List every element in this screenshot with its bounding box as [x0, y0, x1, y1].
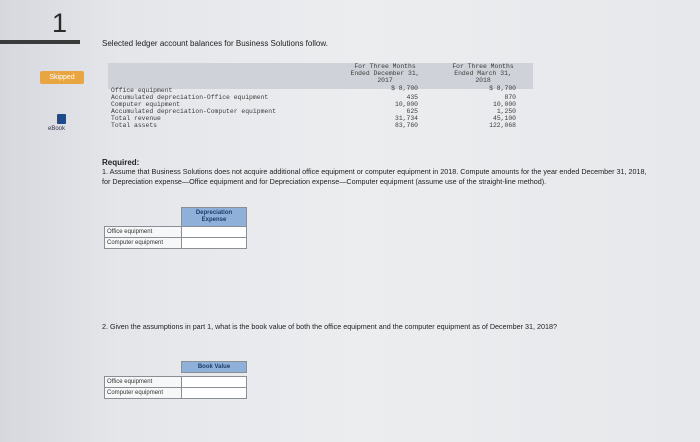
ledger-cell: 45,100 — [492, 115, 516, 122]
ledger-label: Computer equipment — [111, 101, 181, 108]
required-heading: Required: — [102, 158, 140, 167]
ledger-cell: 83,760 — [394, 122, 418, 129]
row-label: Office equipment — [105, 377, 182, 388]
office-equipment-depreciation-input[interactable] — [182, 227, 247, 238]
table-row — [105, 388, 247, 399]
table-corner — [105, 362, 182, 373]
table-corner — [105, 208, 182, 227]
depreciation-expense-header: Depreciation Expense — [182, 208, 247, 227]
row-label: Office equipment — [105, 227, 182, 238]
ledger-cell: 435 — [406, 94, 418, 101]
ledger-label: Accumulated depreciation-Computer equipment — [111, 108, 276, 115]
book-value-header: Book Value — [182, 362, 247, 373]
ledger-col2-header: For Three Months Ended March 31, 2018 — [452, 63, 514, 84]
question-number: 1 — [52, 8, 68, 38]
ebook-link[interactable]: eBook — [48, 126, 66, 132]
ledger-col1-header: For Three Months Ended December 31, 2017 — [350, 63, 420, 84]
ledger-cell: 31,734 — [394, 115, 418, 122]
depreciation-expense-table — [104, 207, 247, 249]
ledger-label: Total assets — [111, 122, 158, 129]
question-progress-bar — [0, 40, 80, 44]
computer-equipment-depreciation-input[interactable] — [182, 238, 247, 249]
required-part1-text: 1. Assume that Business Solutions does not acquire additional office equipment or computer equipment in 2018. Compute amounts for the year ended December 31, 2018, for Depreciation expense—Office equipment and for Depreciation expense—Computer equipment (assume use of the straight-line method). — [102, 167, 647, 186]
ledger-cell: 870 — [504, 94, 516, 101]
book-value-table — [104, 361, 247, 399]
table-row — [105, 377, 247, 388]
skipped-badge: Skipped — [40, 71, 84, 84]
ledger-cell: 1,250 — [496, 108, 516, 115]
row-label: Computer equipment — [105, 388, 182, 399]
ledger-table — [108, 63, 533, 142]
table-row — [105, 227, 247, 238]
office-equipment-book-value-input[interactable] — [182, 377, 247, 388]
ledger-label: Total revenue — [111, 115, 161, 122]
ledger-row — [108, 122, 533, 130]
computer-equipment-book-value-input[interactable] — [182, 388, 247, 399]
ledger-cell: 625 — [406, 108, 418, 115]
ledger-label: Accumulated depreciation-Office equipment — [111, 94, 269, 101]
ledger-label: Office equipment — [111, 87, 173, 94]
ledger-cell: $ 8,700 — [391, 85, 418, 92]
row-label: Computer equipment — [105, 238, 182, 249]
ledger-cell: $ 8,700 — [489, 85, 516, 92]
ledger-cell: 122,068 — [489, 122, 516, 129]
intro-text: Selected ledger account balances for Business Solutions follow. — [102, 39, 328, 48]
ledger-cell: 10,000 — [492, 101, 516, 108]
table-row — [105, 238, 247, 249]
ledger-cell: 10,000 — [394, 101, 418, 108]
required-part2-text: 2. Given the assumptions in part 1, what is the book value of both the office equipment and the computer equipment as of December 31, 2018? — [102, 322, 557, 331]
ebook-icon[interactable] — [57, 114, 66, 124]
